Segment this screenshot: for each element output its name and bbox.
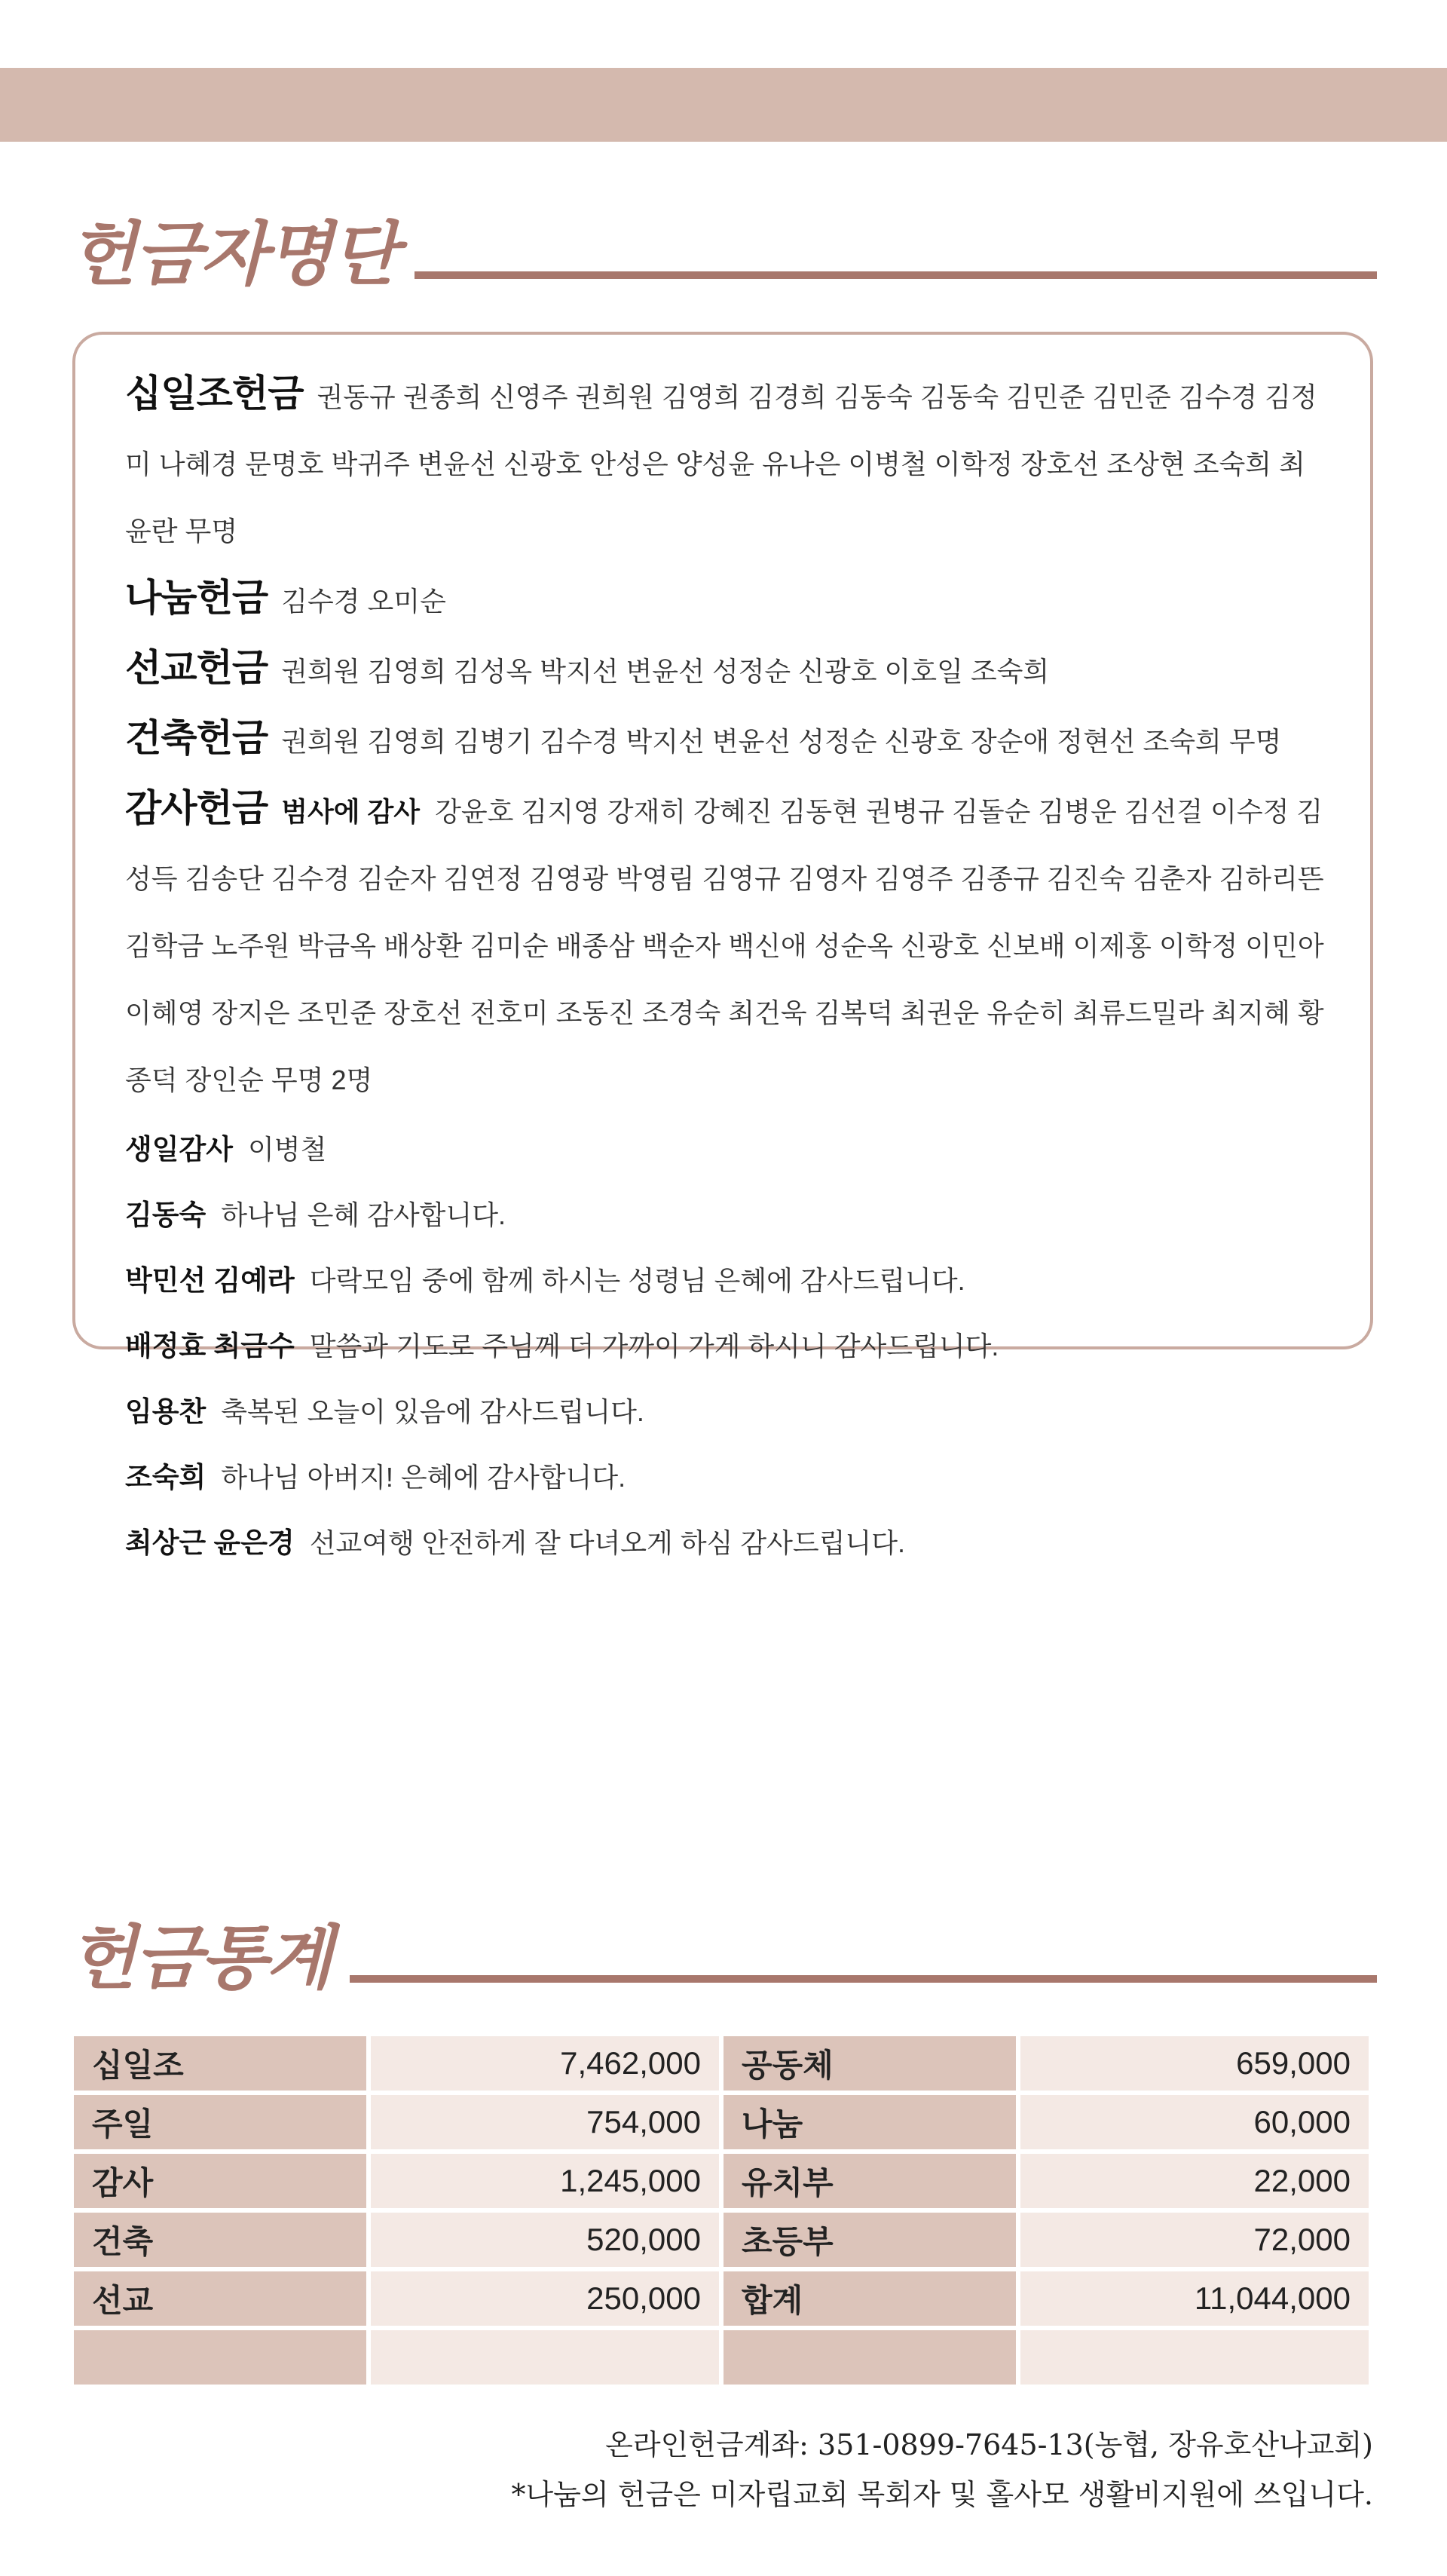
note-name: 생일감사: [125, 1134, 233, 1165]
note-name: 조숙희: [125, 1462, 206, 1493]
note-text: 말씀과 기도로 주님께 더 가까이 가게 하시니 감사드립니다.: [309, 1331, 999, 1362]
donors-header: [69, 214, 1377, 295]
stat-label: 공동체: [724, 2036, 1016, 2091]
stat-label: 주일: [74, 2095, 366, 2149]
stat-label: [724, 2330, 1016, 2385]
note-name: 박민선 김예라: [125, 1265, 295, 1296]
stat-value: 659,000: [1020, 2036, 1369, 2091]
category-building: [125, 708, 1328, 778]
stat-value: [371, 2330, 719, 2385]
note-name: 임용찬: [125, 1396, 206, 1427]
note-name: 김동숙: [125, 1199, 206, 1230]
stat-value: 520,000: [371, 2213, 719, 2267]
category-names: 김수경 오미순: [281, 586, 446, 617]
category-names: 권희원 김영희 김병기 김수경 박지선 변윤선 성정순 신광호 장순애 정현선 조숙희 무명: [281, 726, 1282, 757]
stat-label: 감사: [74, 2154, 366, 2208]
category-name: 건축헌금: [125, 717, 268, 759]
stat-value: 754,000: [371, 2095, 719, 2149]
category-mission: [125, 638, 1328, 708]
stat-label: 합계: [724, 2271, 1016, 2326]
category-name: 십일조헌금: [125, 372, 304, 415]
note-text: 축복된 오늘이 있음에 감사드립니다.: [221, 1396, 644, 1427]
table-row: [74, 2154, 1369, 2208]
stat-value: [1020, 2330, 1369, 2385]
note-text: 선교여행 안전하게 잘 다녀오게 하심 감사드립니다.: [309, 1527, 906, 1558]
table-row: [74, 2036, 1369, 2091]
stats-header: [69, 1918, 1377, 1999]
category-name: 선교헌금: [125, 647, 268, 689]
stat-value: 7,462,000: [371, 2036, 719, 2091]
note-item: [125, 1248, 1328, 1313]
category-subtitle: 범사에 감사: [281, 796, 421, 827]
stat-value: 1,245,000: [371, 2154, 719, 2208]
note-item: [125, 1313, 1328, 1379]
note-text: 하나님 은혜 감사합니다.: [221, 1199, 506, 1230]
note-item: [125, 1444, 1328, 1510]
note-name: 배정효 최금수: [125, 1331, 295, 1362]
note-item: [125, 1182, 1328, 1248]
category-names: 권동규 권종희 신영주 권희원 김영희 김경희 김동숙 김동숙 김민준 김민준 김수경 김정미 나혜경 문명호 박귀주 변윤선 신광호 안성은 양성윤 유나은 이병철 이학정 장호선 조상현 조숙희 최윤란 무명: [125, 381, 1317, 547]
table-row: [74, 2213, 1369, 2267]
stat-label: 유치부: [724, 2154, 1016, 2208]
category-sharing: [125, 568, 1328, 638]
note-text: 하나님 아버지! 은혜에 감사합니다.: [221, 1462, 626, 1493]
stat-label: 선교: [74, 2271, 366, 2326]
stats-title-rule: [350, 1975, 1378, 1983]
stat-value: 250,000: [371, 2271, 719, 2326]
table-row: [74, 2330, 1369, 2385]
stat-label: 초등부: [724, 2213, 1016, 2267]
note-item: [125, 1510, 1328, 1576]
footer: [512, 2420, 1373, 2519]
sharing-note: *나눔의 헌금은 미자립교회 목회자 및 홀사모 생활비지원에 쓰입니다.: [511, 2478, 1373, 2511]
category-tithe: [125, 363, 1328, 568]
table-row: [74, 2271, 1369, 2326]
donors-title-rule: [415, 271, 1377, 279]
note-item: [125, 1116, 1328, 1182]
table-row: [74, 2095, 1369, 2149]
stat-label: [74, 2330, 366, 2385]
stats-table: [69, 2032, 1373, 2389]
stats-title: 헌금통계: [69, 1918, 332, 1999]
account-info: 온라인헌금계좌: 351-0899-7645-13(농협, 장유호산나교회): [605, 2428, 1373, 2461]
category-name: 나눔헌금: [125, 577, 268, 619]
category-names: 권희원 김영희 김성옥 박지선 변윤선 성정순 신광호 이호일 조숙희: [281, 656, 1050, 687]
stat-value: 22,000: [1020, 2154, 1369, 2208]
stat-value: 60,000: [1020, 2095, 1369, 2149]
stat-label: 나눔: [724, 2095, 1016, 2149]
stat-value: 11,044,000: [1020, 2271, 1369, 2326]
top-band: [0, 68, 1447, 142]
category-name: 감사헌금: [125, 787, 268, 829]
category-thanks: [125, 778, 1328, 1116]
donors-box: [72, 332, 1373, 1558]
donors-title: 헌금자명단: [69, 214, 397, 295]
note-text: 이병철: [247, 1134, 327, 1165]
note-item: [125, 1379, 1328, 1444]
stat-label: 건축: [74, 2213, 366, 2267]
note-text: 다락모임 중에 함께 하시는 성령님 은혜에 감사드립니다.: [309, 1265, 965, 1296]
stat-label: 십일조: [74, 2036, 366, 2091]
category-names: 강윤호 김지영 강재히 강혜진 김동현 권병규 김돌순 김병운 김선걸 이수정 김성득 김송단 김수경 김순자 김연정 김영광 박영림 김영규 김영자 김영주 김종규 김진숙 김춘자 김하리뜬 김학금 노주원 박금옥 배상환 김미순 배종삼 백순자 백신애 성순옥 신광호 신보배 이제홍 이학정 이민아 이혜영 장지은 조민준 장호선 전호미 조동진 조경숙 최건욱 김복덕 최권운 유순히 최류드밀라 최지혜 황종덕 장인순 무명 2명: [125, 796, 1324, 1095]
stat-value: 72,000: [1020, 2213, 1369, 2267]
note-name: 최상근 윤은경: [125, 1527, 295, 1558]
